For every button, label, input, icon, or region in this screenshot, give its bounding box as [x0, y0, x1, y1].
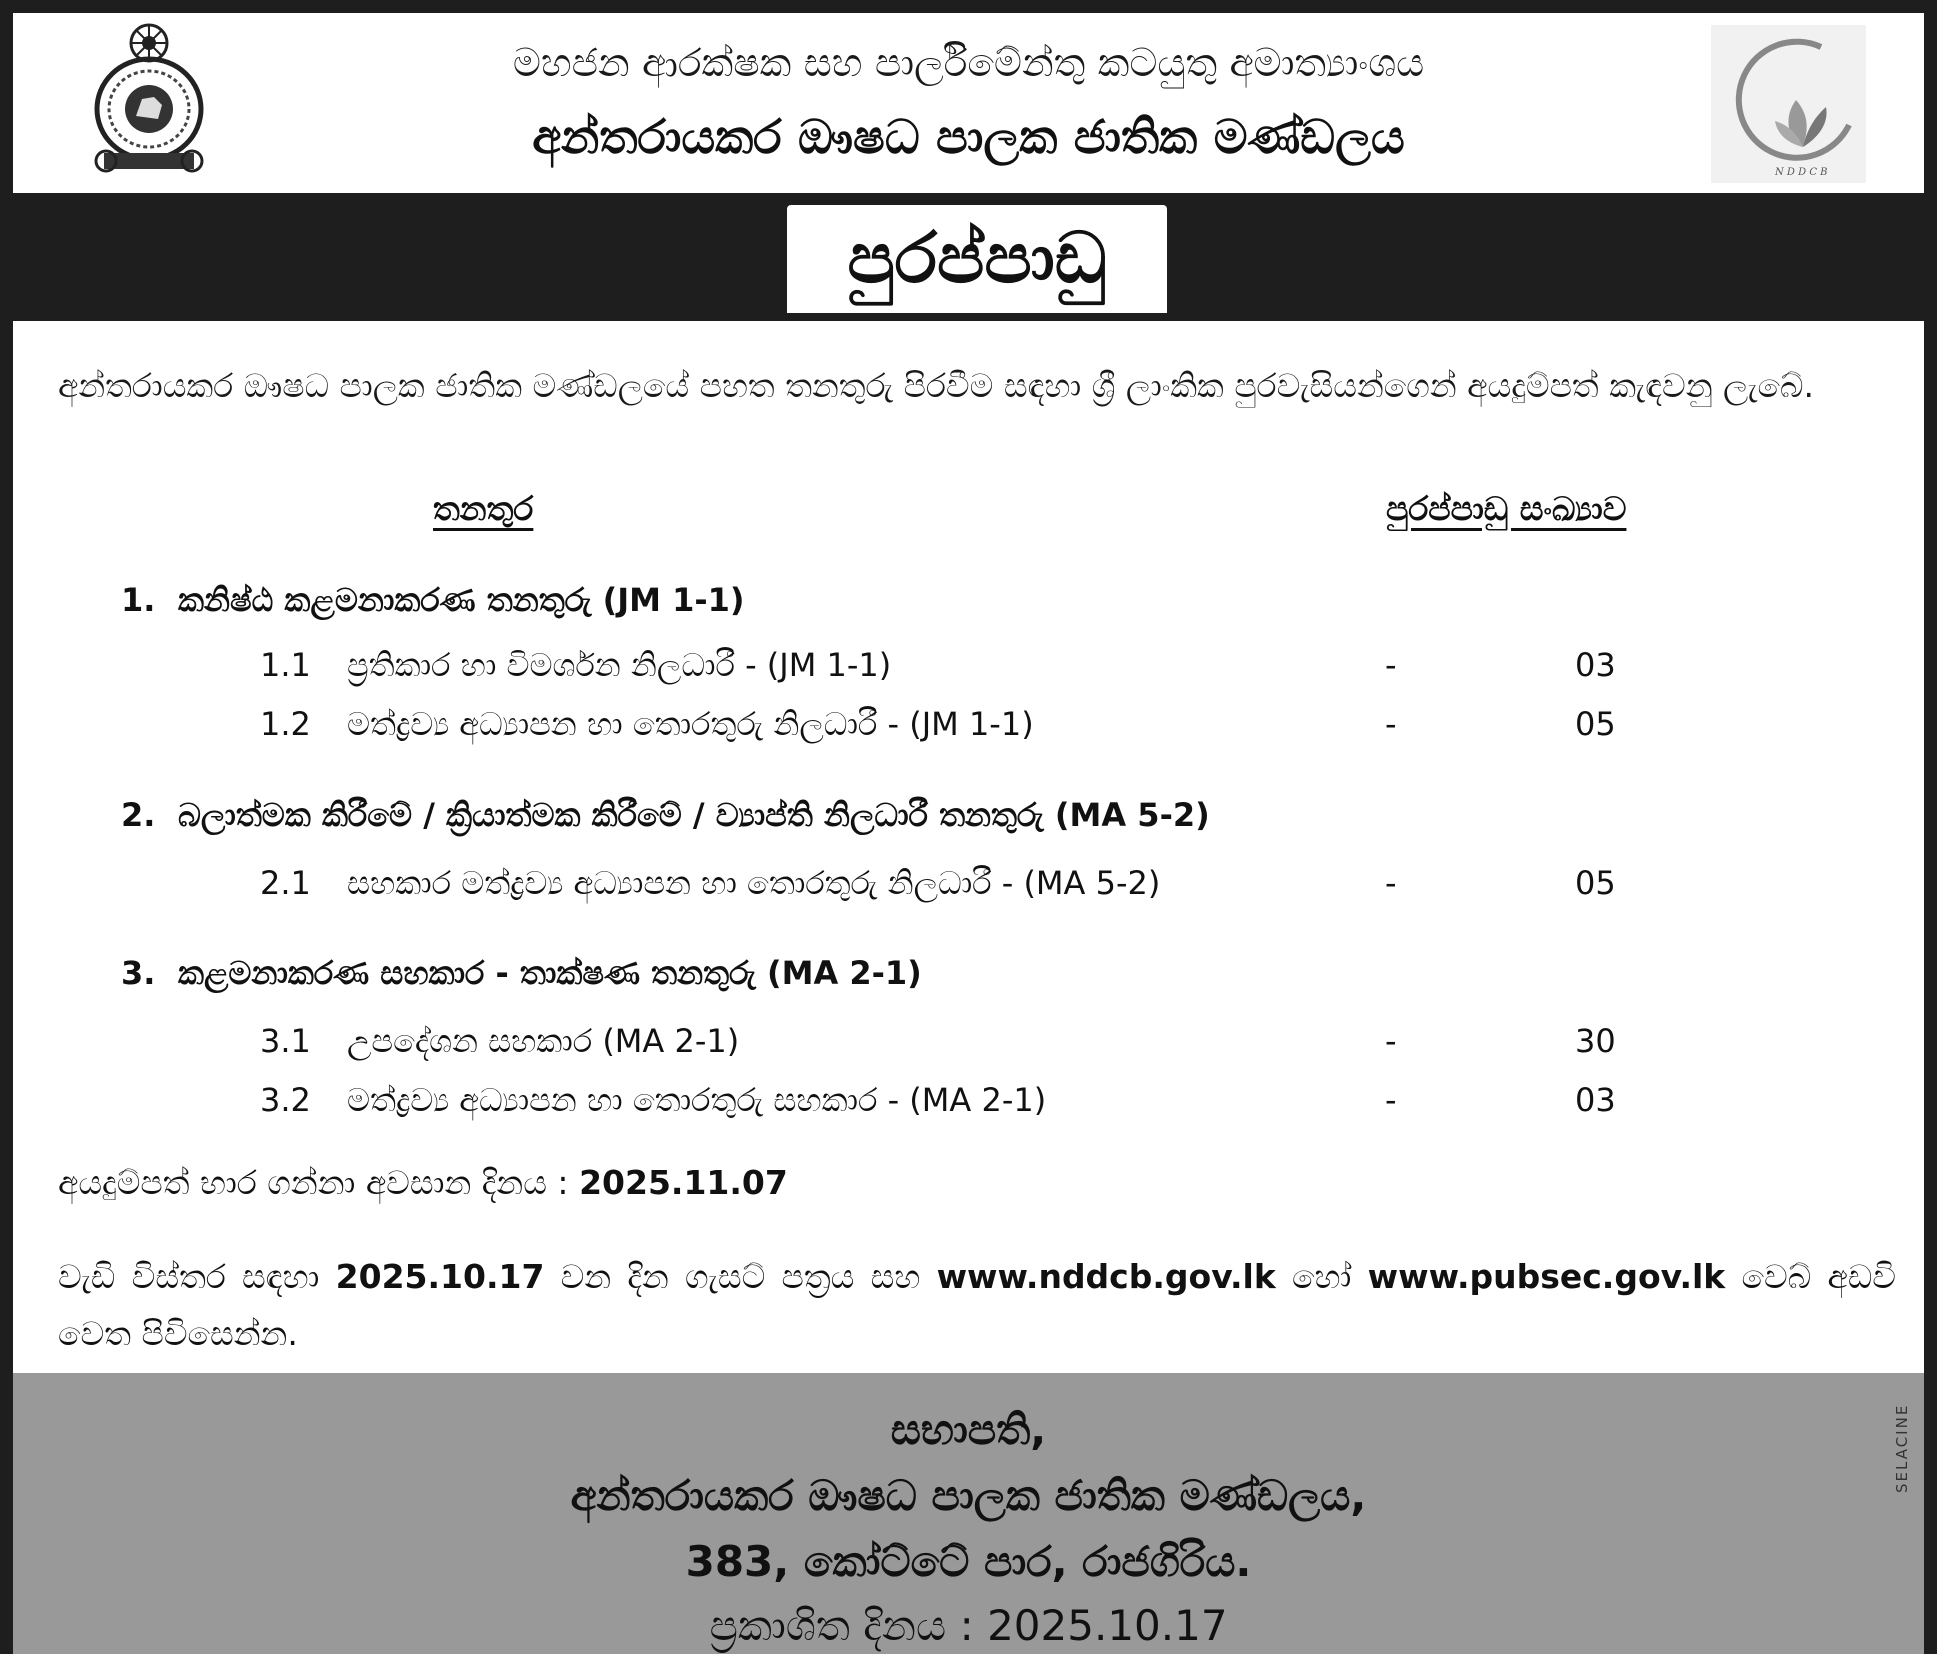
vacancy-title: උපදේශන සහකාර (MA 2-1)	[347, 1022, 740, 1060]
footer-address: 383, කෝට්ටේ පාර, රාජගිරිය.	[685, 1537, 1252, 1586]
category-title: කළමනාකරණ සහකාර - තාක්ෂණ තනතුරු (MA 2-1)	[178, 954, 922, 992]
details-text: හෝ	[1292, 1257, 1352, 1296]
vacancy-dash: -	[1385, 646, 1397, 684]
vacancy-dash: -	[1385, 1022, 1397, 1060]
nddcb-logo-letters: N D D C B	[1775, 167, 1828, 178]
vacancy-title: මත්ද්‍රව්‍ය අධ්‍යාපන හා තොරතුරු නිලධාරී - (JM 1-1)	[347, 705, 1034, 743]
watermark: SELACINE	[1893, 1403, 1911, 1493]
category-number: 3.	[121, 954, 156, 992]
page-title: පුරප්පාඩු	[847, 217, 1107, 299]
vacancy-number: 3.1	[260, 1022, 311, 1060]
gazette-date: 2025.10.17	[335, 1257, 545, 1296]
vacancy-dash: -	[1385, 705, 1397, 743]
title-box	[787, 205, 1167, 313]
vacancy-title: සහකාර මත්ද්‍රව්‍ය අධ්‍යාපන හා තොරතුරු නිලධාරී - (MA 5-2)	[347, 864, 1161, 902]
closing-date: 2025.11.07	[579, 1163, 788, 1202]
vacancy-number: 3.2	[260, 1081, 311, 1119]
vacancy-number: 1.2	[260, 705, 311, 743]
category-heading	[121, 581, 745, 620]
footer-board: අන්තරායකර ඖෂධ පාලක ජාතික මණ්ඩලය,	[570, 1471, 1367, 1520]
vacancy-title: මත්ද්‍රව්‍ය අධ්‍යාපන හා තොරතුරු සහකාර - (MA 2-1)	[347, 1081, 1047, 1119]
nddcb-logo-icon	[1711, 25, 1866, 183]
details-text: වන දින ගැසට් පත්‍රය සහ	[560, 1257, 921, 1296]
details-text: වැඩි විස්තර සඳහා	[58, 1257, 320, 1296]
header	[13, 13, 1924, 193]
ministry-name: මහජන ආරක්ෂක සහ පාර්ලිමේන්තු කටයුතු අමාත්‍යාංශය	[512, 41, 1425, 86]
vacancy-title: ප්‍රතිකාර හා විමර්ශන නිලධාරී - (JM 1-1)	[347, 646, 892, 684]
category-title: කනිෂ්ඨ කළමනාකරණ තනතුරු (JM 1-1)	[178, 581, 745, 619]
vacancy-number: 2.1	[260, 864, 311, 902]
vacancy-number: 1.1	[260, 646, 311, 684]
website-link-nddcb[interactable]: www.nddcb.gov.lk	[936, 1257, 1276, 1296]
category-number: 2.	[121, 796, 156, 834]
category-title: බලාත්මක කිරීමේ / ක්‍රියාත්මක කිරීමේ / ව්‍යාප්ති නිලධාරී තනතුරු (MA 5-2)	[178, 796, 1210, 834]
category-heading	[121, 954, 922, 993]
vacancy-count: 30	[1575, 1022, 1616, 1060]
footer	[13, 1373, 1924, 1654]
closing-date-line	[58, 1163, 788, 1203]
footer-chairman: සභාපති,	[890, 1405, 1047, 1454]
vacancy-count: 03	[1575, 646, 1616, 684]
intro-paragraph: අන්තරායකර ඖෂධ පාලක ජාතික මණ්ඩලයේ පහත තනතුරු පිරවීම සඳහා ශ්‍රී ලාංකික පුරවැසියන්ගෙන් අයදුම්පත් කැඳවනු ලැබේ.	[58, 366, 1814, 405]
category-heading	[121, 796, 1210, 835]
vacancy-count: 05	[1575, 864, 1616, 902]
title-band	[13, 193, 1924, 321]
website-link-pubsec[interactable]: www.pubsec.gov.lk	[1367, 1257, 1726, 1296]
footer-published-date: ප්‍රකාශිත දිනය : 2025.10.17	[709, 1601, 1228, 1650]
closing-date-label: අයදුම්පත් භාර ගන්නා අවසාන දිනය :	[58, 1163, 569, 1202]
category-number: 1.	[121, 581, 156, 619]
column-header-count: පුරප්පාඩු සංඛ්‍යාව	[1386, 489, 1627, 528]
vacancy-count: 03	[1575, 1081, 1616, 1119]
details-paragraph	[58, 1248, 1896, 1362]
vacancy-count: 05	[1575, 705, 1616, 743]
details-text: වෙබ් අඩවි වෙත පිවිසෙන්න.	[58, 1257, 1897, 1353]
column-header-post: තනතුර	[433, 489, 534, 528]
vacancy-dash: -	[1385, 864, 1397, 902]
board-name: අන්තරායකර ඖෂධ පාලක ජාතික මණ්ඩලය	[532, 110, 1405, 165]
vacancy-dash: -	[1385, 1081, 1397, 1119]
